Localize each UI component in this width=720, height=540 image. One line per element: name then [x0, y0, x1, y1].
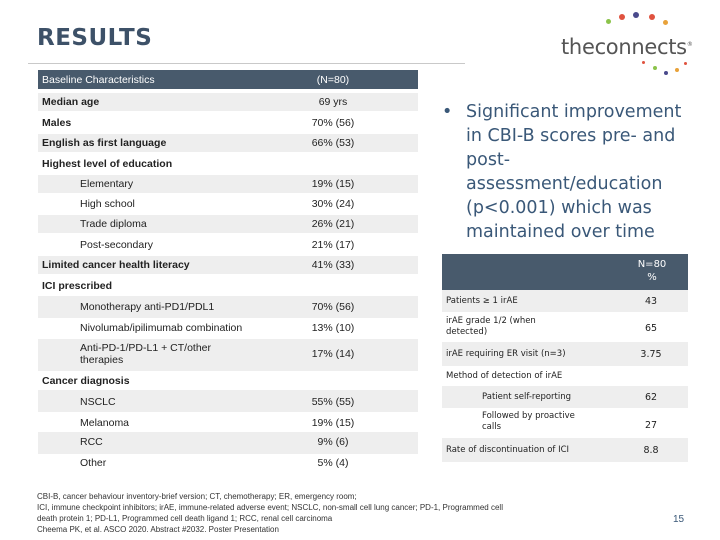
row-label: Limited cancer health literacy: [42, 259, 190, 271]
footnote: [37, 491, 617, 535]
table-row: [38, 256, 418, 274]
row-label: Males: [42, 117, 72, 129]
bullet-mark: •: [442, 102, 453, 122]
table-row: [442, 386, 688, 408]
row-value: 21% (17): [311, 239, 355, 251]
table-header: [38, 70, 418, 89]
table-row: [38, 236, 418, 254]
logo-dot: [664, 71, 668, 75]
table-row: [38, 93, 418, 111]
footnote-line: ICI, immune checkpoint inhibitors; irAE, immune-related adverse event; NSCLC, non-small cell lung cancer; PD-1, Programmed cell: [37, 503, 503, 512]
row-label: Anti-PD-1/PD-L1 + CT/other therapies: [80, 342, 212, 366]
table-row: [442, 312, 688, 342]
row-value: 17% (14): [311, 348, 355, 360]
row-label: English as first language: [42, 137, 167, 149]
row-label: Followed by proactive calls: [482, 411, 575, 432]
row-label: Other: [80, 457, 107, 469]
row-label: Post-secondary: [80, 239, 153, 251]
row-label: Cancer diagnosis: [42, 375, 130, 387]
row-label: Patients ≥ 1 irAE: [446, 296, 518, 306]
row-label: RCC: [80, 436, 103, 448]
table-row: [442, 438, 688, 462]
section-row-diagnosis: [38, 372, 418, 390]
row-label: Elementary: [80, 178, 134, 190]
table-row: [38, 454, 418, 474]
table-header: [442, 254, 688, 290]
section-row-ici: [38, 277, 418, 295]
row-value: 66% (53): [311, 137, 355, 149]
table-row: [38, 339, 418, 371]
row-label: Trade diploma: [80, 218, 147, 230]
section-row-detection: [442, 366, 688, 386]
logo-dot: [606, 19, 611, 24]
table-row: [38, 195, 418, 213]
table-row: [442, 408, 688, 438]
footnote-line: CBI-B, cancer behaviour inventory-brief version; CT, chemotherapy; ER, emergency room;: [37, 492, 357, 501]
row-value: 9% (6): [317, 436, 349, 448]
bullet-text: Significant improvement in CBI-B scores pre- and post-assessment/education (p<0.001) which was maintained over time: [466, 102, 682, 242]
row-value: 5% (4): [317, 457, 349, 469]
row-label: irAE grade 1/2 (when detected): [446, 316, 536, 337]
table-row: [38, 114, 418, 132]
title-divider: [28, 63, 465, 64]
row-value: 30% (24): [311, 198, 355, 210]
slide-title: RESULTS: [37, 25, 153, 51]
logo-dot: [653, 66, 657, 70]
page-number: 15: [673, 514, 685, 525]
footnote-line: death protein 1; PD-L1, Programmed cell death ligand 1; RCC, renal cell carcinoma: [37, 514, 333, 523]
logo-dot: [633, 12, 639, 18]
row-value: 3.75: [640, 349, 662, 360]
row-value: 13% (10): [311, 322, 355, 334]
logo-dot: [619, 14, 625, 20]
table-row: [38, 175, 418, 193]
row-label: NSCLC: [80, 396, 116, 408]
row-label: Method of detection of irAE: [446, 371, 563, 381]
row-label: Rate of discontinuation of ICI: [446, 445, 570, 455]
row-value: 55% (55): [311, 396, 355, 408]
header-line2: %: [647, 272, 657, 283]
table-row: [38, 296, 418, 318]
header-n: [622, 258, 682, 284]
table-row: [442, 290, 688, 312]
row-value: 26% (21): [311, 218, 355, 230]
row-value: 70% (56): [311, 301, 355, 313]
row-label: High school: [80, 198, 135, 210]
header-label: Baseline Characteristics: [42, 74, 155, 86]
row-value: 43: [644, 296, 658, 307]
row-label: Highest level of education: [42, 158, 173, 170]
row-label: Melanoma: [80, 417, 130, 429]
logo-dot: [684, 62, 687, 65]
row-value: 69 yrs: [318, 96, 348, 108]
table-row: [38, 390, 418, 412]
row-value: 27: [644, 420, 658, 431]
row-value: 19% (15): [311, 178, 355, 190]
logo-dot: [642, 61, 645, 64]
row-label: irAE requiring ER visit (n=3): [446, 349, 566, 359]
row-value: 41% (33): [311, 259, 355, 271]
logo-dot: [649, 14, 655, 20]
row-label: Nivolumab/ipilimumab combination: [80, 322, 243, 334]
section-row-education: [38, 155, 418, 173]
table-row: [38, 318, 418, 338]
row-label: Monotherapy anti-PD1/PDL1: [80, 301, 215, 313]
table-row: [38, 412, 418, 432]
header-value: (N=80): [316, 74, 350, 86]
row-label: Patient self-reporting: [482, 392, 572, 402]
table-row: [38, 432, 418, 454]
row-value: 19% (15): [311, 417, 355, 429]
logo-dot: [675, 68, 679, 72]
row-label: Median age: [42, 96, 100, 108]
logo-text: theconnects®: [561, 35, 693, 59]
logo-dot: [663, 20, 668, 25]
row-value: 8.8: [643, 445, 659, 456]
footnote-line: Cheema PK, et al. ASCO 2020. Abstract #2032. Poster Presentation: [37, 525, 279, 534]
row-value: 62: [644, 392, 658, 403]
header-line1: N=80: [637, 259, 667, 270]
row-value: 65: [644, 323, 658, 334]
row-label: ICI prescribed: [42, 280, 113, 292]
table-row: [38, 134, 418, 152]
table-row: [442, 342, 688, 366]
row-value: 70% (56): [311, 117, 355, 129]
table-row: [38, 215, 418, 233]
